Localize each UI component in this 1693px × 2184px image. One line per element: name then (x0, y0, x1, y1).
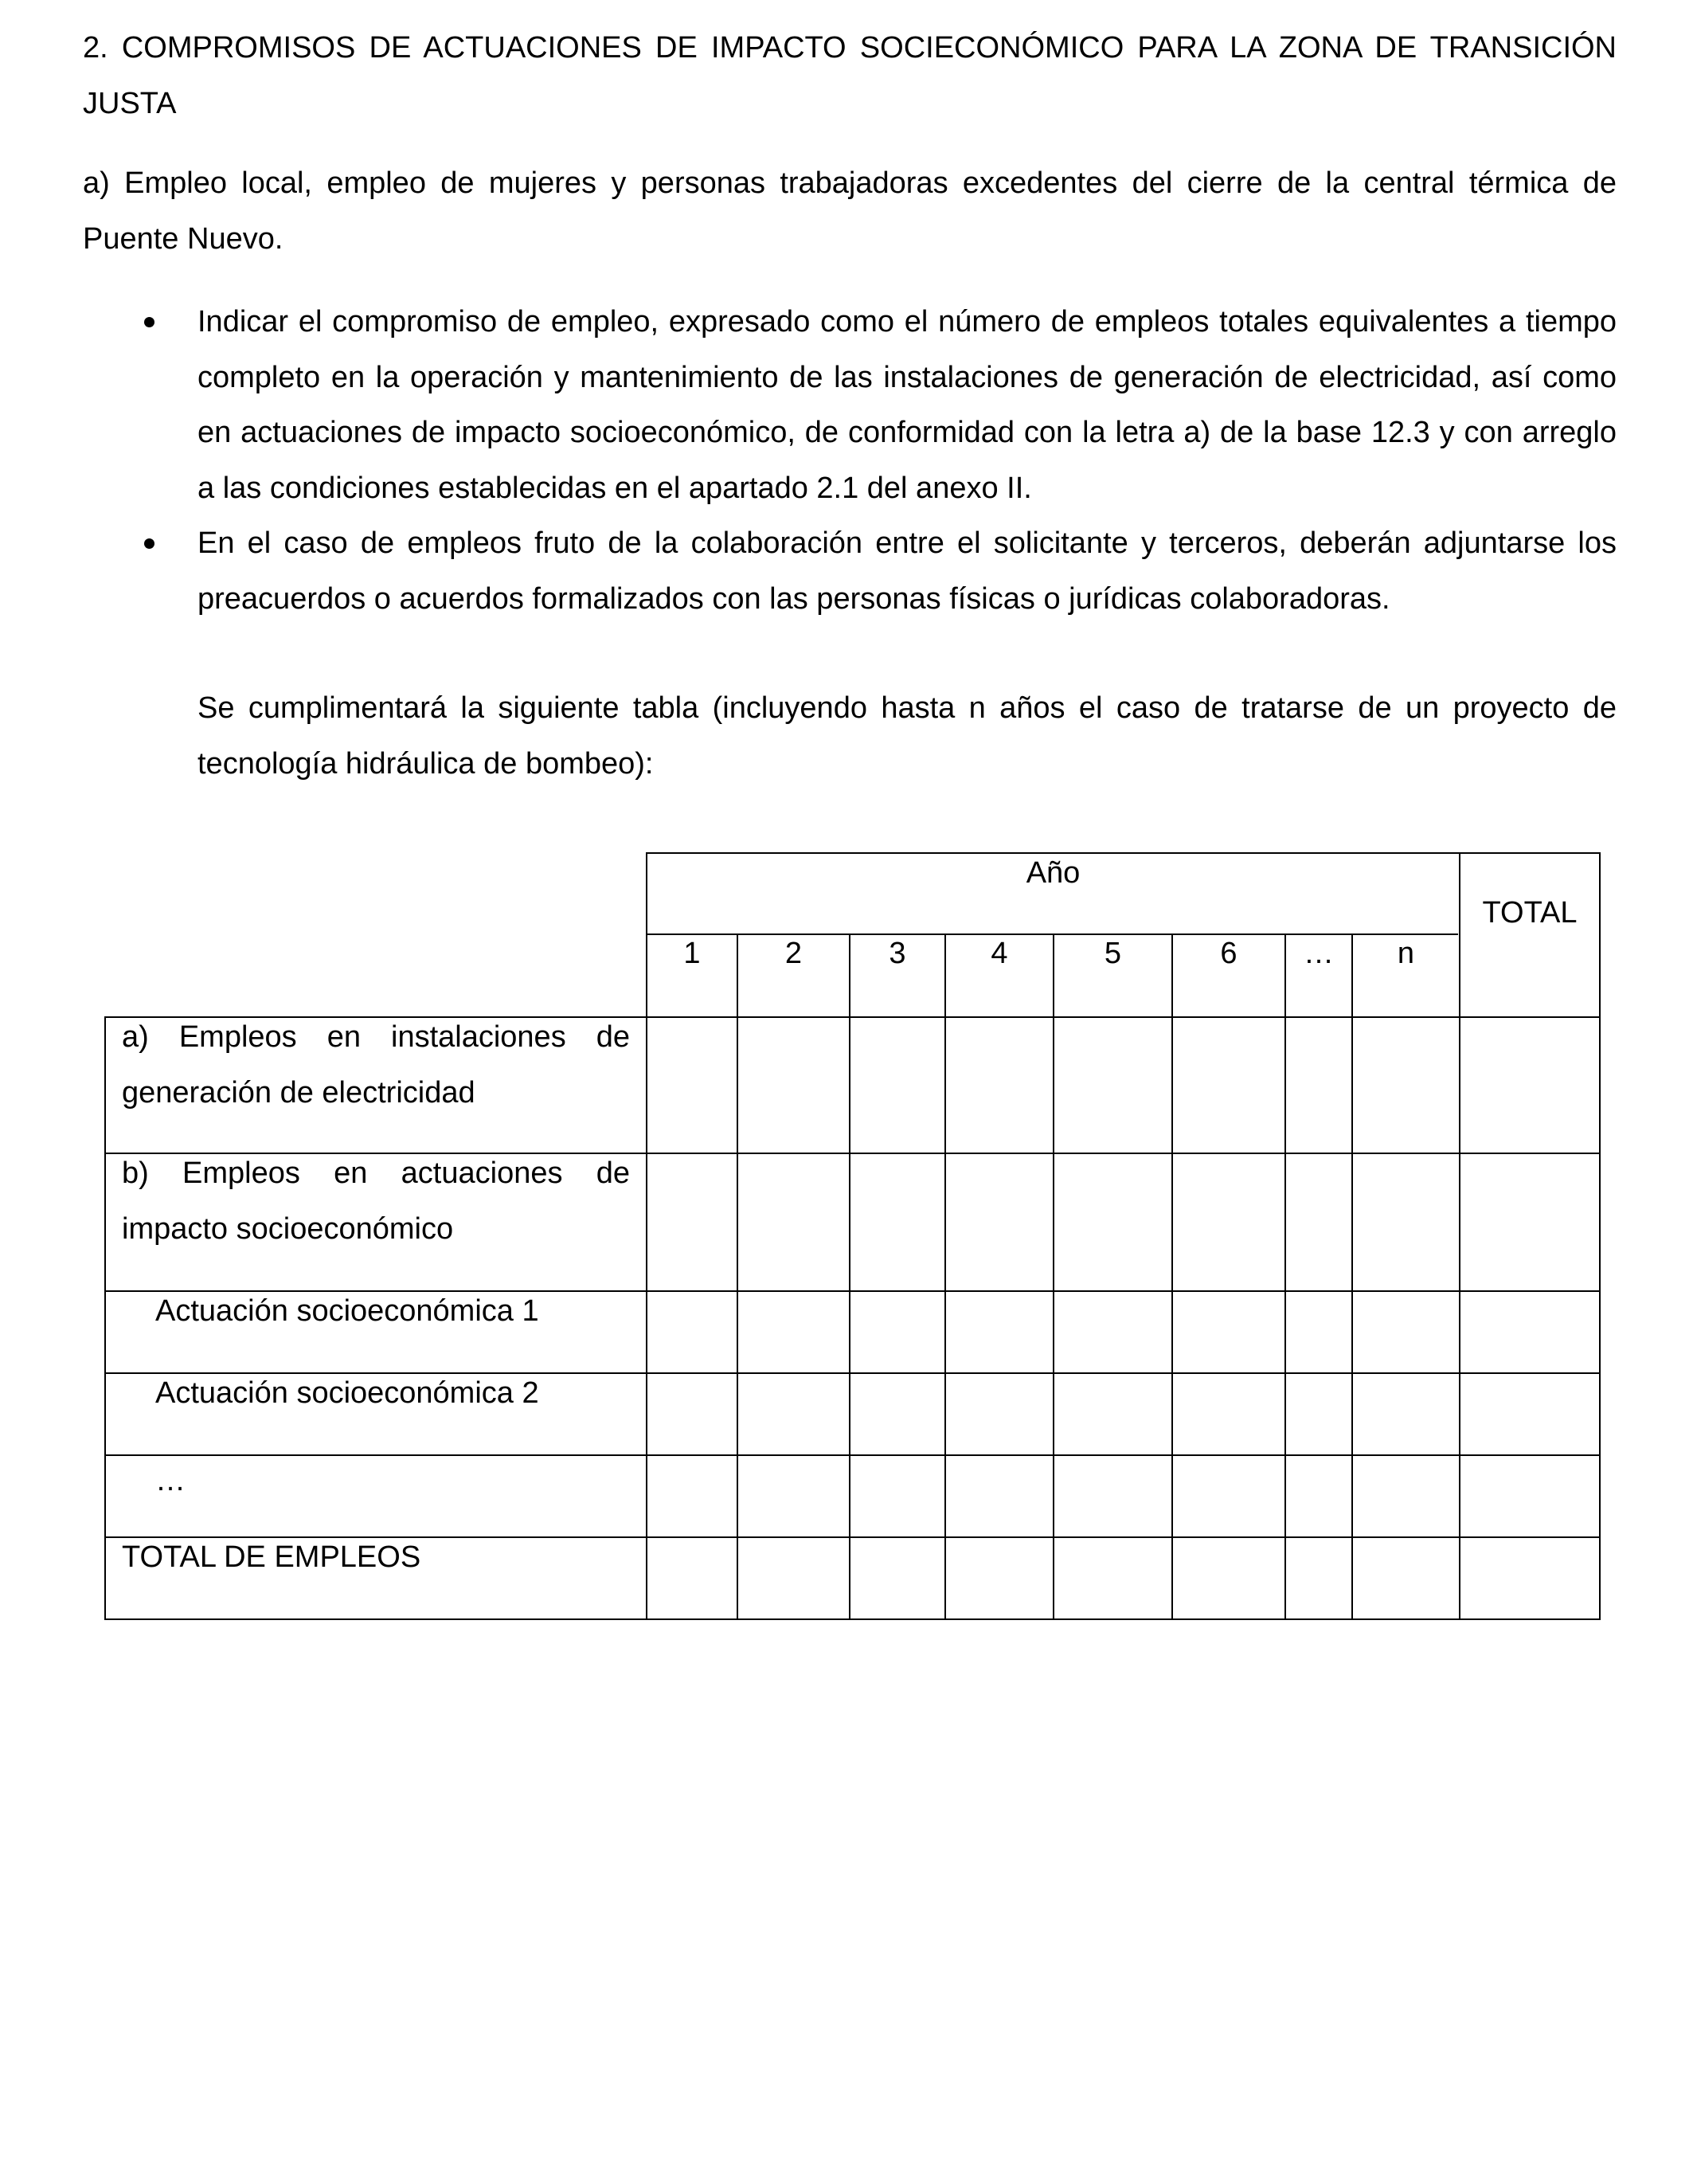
bullet-item (197, 295, 1617, 516)
year-column-header: … (1304, 937, 1334, 970)
row-label: TOTAL DE EMPLEOS (122, 1540, 421, 1574)
bullet-icon (143, 516, 155, 572)
year-column-header: 3 (889, 937, 906, 970)
row-label: a) Empleos en instalaciones de generación de electricidad (122, 1020, 630, 1110)
table-line (1053, 933, 1054, 1620)
year-column-header: n (1397, 937, 1415, 970)
bullet-text: Indicar el compromiso de empleo, expresado como el número de empleos totales equivalentes a tiempo completo en la operación y mantenimiento de las instalaciones de generación de electricidad, así como en actuaciones de impacto socioeconómico, de conformidad con la letra a) de la base 12.3 y con arreglo a las condiciones establecidas en el apartado 2.1 del anexo II. (197, 305, 1617, 505)
table-line (1284, 933, 1286, 1620)
table-line (104, 1618, 1601, 1620)
table-line (944, 933, 946, 1620)
table-line (104, 1016, 106, 1620)
row-label: b) Empleos en actuaciones de impacto socioeconómico (122, 1157, 630, 1246)
year-column-header: 4 (991, 937, 1008, 970)
table-line (1599, 852, 1601, 1620)
row-label: … (155, 1464, 186, 1497)
year-column-header: 6 (1220, 937, 1237, 970)
bullet-item (197, 516, 1617, 627)
table-line (1351, 933, 1353, 1620)
bullet-icon (143, 295, 155, 350)
table-line (1171, 933, 1173, 1620)
year-column-header: 1 (683, 937, 701, 970)
table-line (849, 933, 850, 1620)
section-heading: 2. COMPROMISOS DE ACTUACIONES DE IMPACTO SOCIECONÓMICO PARA LA ZONA DE TRANSICIÓN JUSTA (83, 31, 1617, 120)
year-column-header: 5 (1104, 937, 1122, 970)
bullet-text: En el caso de empleos fruto de la colaboración entre el solicitante y terceros, deberán adjuntarse los preacuerdos o acuerdos formalizados con las personas físicas o jurídicas colaboradoras. (197, 526, 1617, 616)
table-intro-paragraph: Se cumplimentará la siguiente tabla (incluyendo hasta n años el caso de tratarse de un proyecto de tecnología hidráulica de bombeo): (197, 691, 1617, 781)
total-header: TOTAL (1482, 896, 1578, 930)
subheading-paragraph: a) Empleo local, empleo de mujeres y personas trabajadoras excedentes del cierre de la central térmica de Puente Nuevo. (83, 166, 1617, 256)
table-line (1459, 852, 1460, 1620)
row-label: Actuación socioeconómica 2 (155, 1376, 539, 1410)
row-label: Actuación socioeconómica 1 (155, 1294, 539, 1328)
year-header: Año (1026, 856, 1081, 890)
year-column-header: 2 (784, 937, 803, 970)
bullet-list (197, 295, 1617, 627)
table-line (737, 933, 738, 1620)
